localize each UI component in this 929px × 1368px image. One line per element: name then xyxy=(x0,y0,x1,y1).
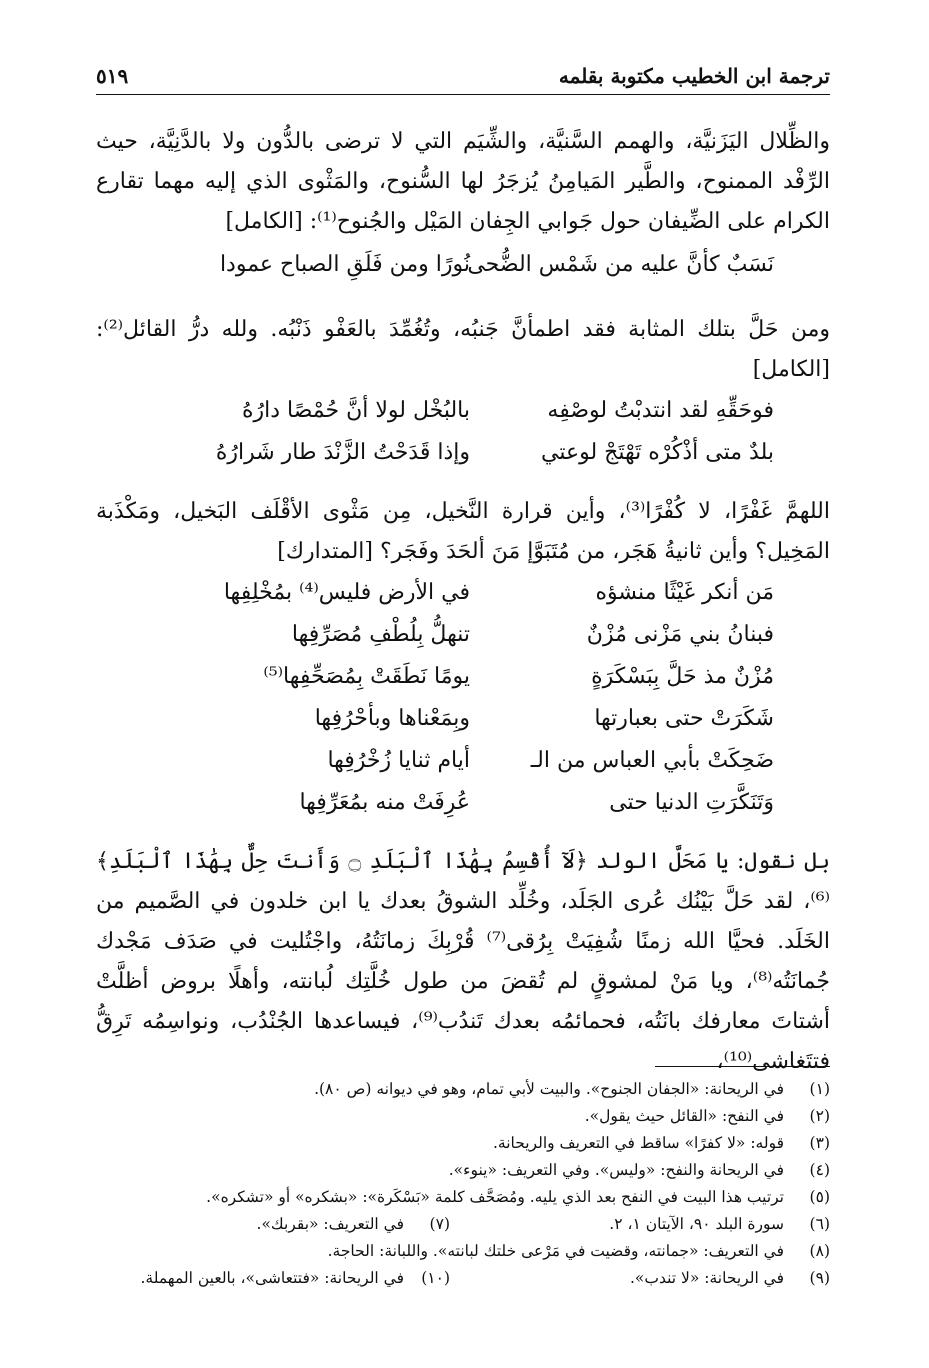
verse-hemistich-second: وبِمَعْناها وبأحْرُفِها xyxy=(314,706,470,731)
verse-hemistich-first: فوحَقِّهِ لقد انتدبْتُ لوصْفِه xyxy=(547,398,774,423)
footnote-text: في الريحانة: «الجفان الجنوح». والبيت لأبي تمام، وهو في ديوانه (ص ٨٠). xyxy=(314,1080,784,1098)
footnote xyxy=(96,1215,830,1243)
footnote-number: (٢) xyxy=(809,1107,830,1125)
verse-hemistich-second: في الأرض فليس⁽⁴⁾ بمُخْلِفِها xyxy=(223,580,470,605)
verse-hemistich-first: بلدٌ متى أذْكُرْه تَهْتَجْ لوعتي xyxy=(540,440,774,465)
footnote xyxy=(96,1134,830,1162)
paragraph-3: اللهمَّ غَفْرًا، لا كُفْرًا⁽³⁾، وأين قرارة النَّخيل، مِن مَثْوى الأقْلَف البَخيل، ومَكْذَبة المَخِيل؟ وأين ثانيةُ هَجَر، من مُتَبَوَّإ مَنَ ألحَدَ وفَجَر؟ [المتدارك] xyxy=(96,499,830,564)
verse-hemistich-second: عُرِفَتْ منه بمُعَرِّفِها xyxy=(299,790,470,815)
footnote-number: (٤) xyxy=(809,1161,830,1179)
paragraph-1: والظِّلال اليَزَنيَّة، والهمم السَّنيَّة، والشِّيَم التي لا ترضى بالدُّون ولا بالدَّنِيَّة، حيث الرِّفْد الممنوح، والطَّير المَيامِنُ يُزجَرُ لها السُّنوح، والمَثْوى الذي إليه مهما تقارع الكرام على الضِّيفان حول جَوابي الجِفان المَيْل والجُنوح⁽¹⁾: [الكامل] xyxy=(96,129,830,234)
verse-hemistich-second: وإذا قَدَحْتُ الزَّنْدَ طار شَرارُهُ xyxy=(215,440,470,465)
verse-hemistich-second: بالبُخْل لولا أنَّ حُمْصًا دارُهُ xyxy=(241,398,470,423)
footnote-number: (٥) xyxy=(809,1188,830,1206)
verse-line xyxy=(96,398,830,442)
verse-hemistich-first: وَتَنَكَّرَتِ الدنيا حتى xyxy=(609,790,774,815)
footnote-number: (١) xyxy=(809,1080,830,1098)
verse-line xyxy=(96,790,830,834)
verse-hemistich-first: ضَحِكَتْ بأبي العباس من الـ xyxy=(530,748,774,773)
footnote xyxy=(96,1188,830,1216)
footnote xyxy=(96,1080,830,1108)
footnote-number: (٣) xyxy=(809,1134,830,1152)
verse-line xyxy=(96,706,830,750)
verse-line xyxy=(96,748,830,792)
footnote xyxy=(96,1161,830,1189)
verse-hemistich-first: نَسَبٌ كأنَّ عليه من شَمْس الضُّحى xyxy=(467,252,774,277)
footnote xyxy=(96,1269,830,1297)
verse-line xyxy=(96,440,830,484)
footnote-text: في النفح: «القائل حيث يقول». xyxy=(584,1107,784,1125)
verse-hemistich-first: فبنانُ بني مَزْنى مُزْنٌ xyxy=(586,622,774,647)
footnote xyxy=(96,1242,830,1270)
footnote-number: (١٠) xyxy=(421,1269,450,1287)
verse-hemistich-first: شَكَرَتْ حتى بعبارتها xyxy=(594,706,774,731)
verse-line xyxy=(96,664,830,708)
page-header xyxy=(96,60,830,95)
footnote-number: (٧) xyxy=(429,1215,450,1233)
verse-hemistich-second: أيام ثنايا زُخْرُفِها xyxy=(327,748,470,773)
verse-hemistich-second: يومًا نَطَقَتْ بِمُصَحِّفِها⁽⁵⁾ xyxy=(263,664,470,689)
paragraph-2: ومن حَلَّ بتلك المثابة فقد اطمأنَّ جَنبُه، وتُغُمِّدَ بالعَفْو ذَنْبُه. ولله درُّ القائل⁽²⁾: [الكامل] xyxy=(96,317,830,382)
footnote-separator xyxy=(655,1066,830,1067)
footnote-text: ترتيب هذا البيت في النفح بعد الذي يليه. ومُصَحَّف كلمة «بَسْكَرة»: «بشكره» أو «تشكره». xyxy=(206,1188,784,1206)
verse-hemistich-first: مَن أنكر غَيْثًا منشؤه xyxy=(595,580,774,605)
footnote xyxy=(96,1107,830,1135)
running-title: ترجمة ابن الخطيب مكتوبة بقلمه xyxy=(558,64,830,88)
verse-line xyxy=(96,622,830,666)
verse-hemistich-second: تنهلُّ بِلُطْفِ مُصَرِّفِها xyxy=(291,622,470,647)
footnote-text: في الريحانة: «فتتعاشى»، بالعين المهملة. xyxy=(140,1269,404,1287)
footnote-text: في التعريف: «جمانته، وقضيت في مَرْعى خلتك لبانته». واللبانة: الحاجة. xyxy=(327,1242,784,1260)
footnote-number: (٨) xyxy=(809,1242,830,1260)
footnote-number: (٦) xyxy=(809,1215,830,1233)
verse-hemistich-second: نُورًا ومن فَلَقِ الصباح عمودا xyxy=(219,252,470,277)
footnote-text: قوله: «لا كفرًا» ساقط في التعريف والريحانة. xyxy=(492,1134,784,1152)
footnote-text: في الريحانة: «لا تندب». xyxy=(629,1269,784,1287)
footnote-text: في التعريف: «بقربك». xyxy=(256,1215,404,1233)
footnote-number: (٩) xyxy=(809,1269,830,1287)
paragraph-4: بل نقول: يا مَحَلَّ الولد ﴿لَآ أُقْسِمُ بِهَٰذَا ٱلْبَلَدِ ۝ وَأَنتَ حِلٌّ بِهَٰذَا ٱلْبَلَدِ﴾⁽⁶⁾، لقد حَلَّ بَيْنُك عُرى الجَلَد، وخُلِّد الشوقُ بعدك يا ابن خلدون في الصَّميم من الخَلَد. فحيَّا الله زمنًا شُفِيَتْ بِرُقى⁽⁷⁾ قُرْبِكَ زمانَتُهُ، واجْتُليت في صَدَف مَجْدك جُمانَتُه⁽⁸⁾، ويا مَنْ لمشوقٍ لم تُقضَ من طول خُلَّتِك لُبانته، وأهلًا بروض أظلَّتْ أشتاتَ معارفك بانَتُه، فحمائمُه بعدك تَندُب⁽⁹⁾، فيساعدها الجُنْدُب، ونواسِمُه تَرِقُّ فتتَغاشى⁽¹⁰⁾، xyxy=(96,849,830,1074)
footnote-text: سورة البلد ٩٠، الآيتان ١، ٢. xyxy=(609,1215,784,1233)
verse-hemistich-first: مُزْنٌ مذ حَلَّ بِبَسْكَرَةٍ xyxy=(591,664,774,689)
page-number: ٥١٩ xyxy=(96,64,129,88)
verse-line xyxy=(96,252,830,296)
footnote-text: في الريحانة والنفح: «وليس». وفي التعريف: «ينوء». xyxy=(448,1161,784,1179)
verse-line xyxy=(96,580,830,624)
